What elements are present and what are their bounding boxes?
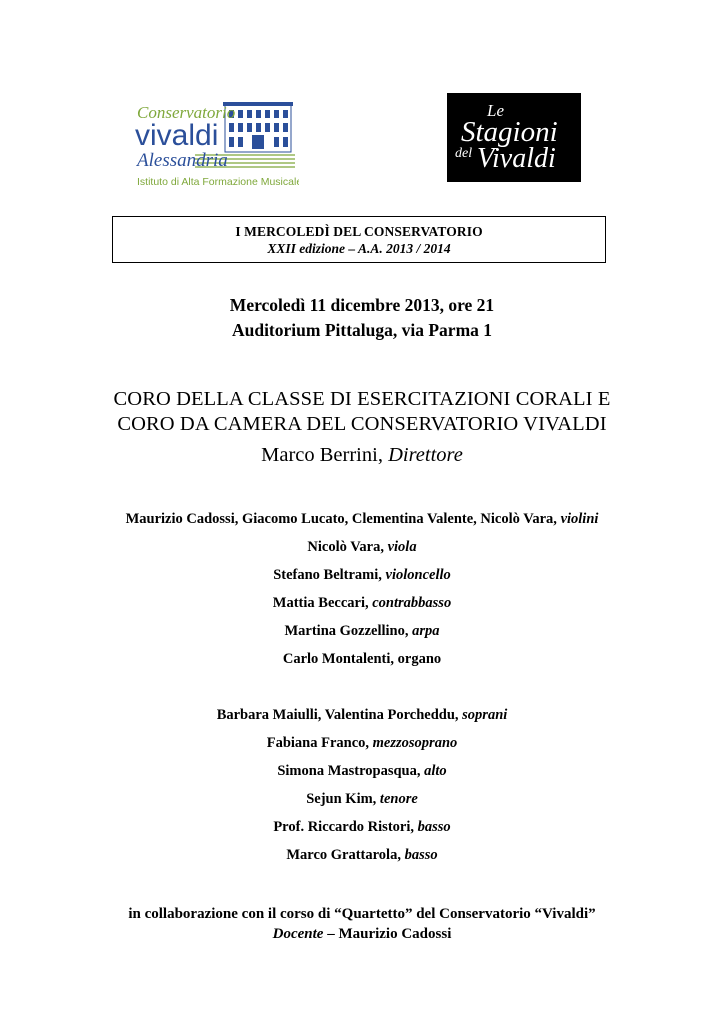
performer-role: viola bbox=[387, 539, 417, 555]
logo-line4: Istituto di Alta Formazione Musicale bbox=[137, 176, 299, 188]
singer-names: Fabiana Franco, bbox=[266, 735, 370, 751]
performer-line bbox=[0, 539, 724, 556]
singer-names: Marco Grattarola, bbox=[286, 847, 401, 863]
stagioni-line1: Le bbox=[487, 101, 504, 120]
performer-line bbox=[0, 651, 724, 668]
performer-line bbox=[0, 595, 724, 612]
teacher-line bbox=[0, 924, 724, 944]
logo-line2: vivaldi bbox=[135, 119, 219, 152]
singer-line bbox=[0, 735, 724, 752]
event-date: Mercoledì 11 dicembre 2013, ore 21 bbox=[229, 295, 495, 315]
performer-role: contrabbasso bbox=[372, 595, 452, 611]
performer-names: Stefano Beltrami, bbox=[273, 567, 382, 583]
logo-line1: Conservatorio bbox=[137, 103, 236, 122]
concert-title-line2: CORO DA CAMERA DEL CONSERVATORIO VIVALDI bbox=[117, 413, 607, 435]
singer-names: Prof. Riccardo Ristori, bbox=[273, 819, 414, 835]
concert-title-line1: CORO DELLA CLASSE DI ESERCITAZIONI CORALI E bbox=[113, 388, 611, 410]
teacher-name: – Maurizio Cadossi bbox=[327, 926, 452, 942]
logo-line3: Alessandria bbox=[137, 150, 228, 171]
director-line bbox=[0, 444, 724, 467]
series-edition: XXII edizione – A.A. 2013 / 2014 bbox=[267, 241, 451, 256]
performer-line bbox=[0, 511, 724, 528]
concert-title bbox=[0, 387, 724, 437]
series-banner bbox=[112, 216, 606, 263]
performer-names: Martina Gozzellino, bbox=[284, 623, 409, 639]
stagioni-logo-graphic bbox=[447, 93, 581, 182]
collaboration-line: in collaborazione con il corso di “Quartetto” del Conservatorio “Vivaldi” bbox=[128, 906, 596, 922]
singer-line bbox=[0, 819, 724, 836]
performer-names: Maurizio Cadossi, Giacomo Lucato, Clementina Valente, Nicolò Vara, bbox=[125, 511, 557, 527]
performer-names: Nicolò Vara, bbox=[307, 539, 384, 555]
performer-names: Carlo Montalenti, organo bbox=[282, 651, 442, 667]
director-role: Direttore bbox=[388, 444, 463, 466]
stagioni-line4: Vivaldi bbox=[477, 143, 556, 174]
stagioni-line2: Stagioni bbox=[461, 116, 558, 148]
singer-role: mezzosoprano bbox=[372, 735, 458, 751]
singer-role: basso bbox=[417, 819, 451, 835]
teacher-role: Docente bbox=[272, 926, 324, 942]
singer-line bbox=[0, 847, 724, 864]
singer-role: alto bbox=[424, 763, 447, 779]
singer-role: tenore bbox=[379, 791, 418, 807]
singer-names: Barbara Maiulli, Valentina Porcheddu, bbox=[216, 707, 459, 723]
performer-line bbox=[0, 623, 724, 640]
collaboration-note bbox=[0, 904, 724, 944]
singer-names: Simona Mastropasqua, bbox=[277, 763, 421, 779]
singer-role: basso bbox=[404, 847, 438, 863]
performer-line bbox=[0, 567, 724, 584]
singer-names: Sejun Kim, bbox=[306, 791, 377, 807]
series-title: I MERCOLEDÌ DEL CONSERVATORIO bbox=[235, 224, 483, 239]
event-info bbox=[0, 293, 724, 343]
performer-names: Mattia Beccari, bbox=[272, 595, 369, 611]
singer-line bbox=[0, 707, 724, 724]
performer-role: violini bbox=[560, 511, 599, 527]
singer-role: soprani bbox=[462, 707, 508, 723]
conservatorio-vivaldi-logo bbox=[133, 98, 299, 190]
event-venue: Auditorium Pittaluga, via Parma 1 bbox=[231, 320, 493, 340]
director-name: Marco Berrini, bbox=[261, 444, 383, 466]
conservatorio-logo-graphic bbox=[133, 98, 299, 190]
stagioni-vivaldi-logo bbox=[447, 93, 581, 182]
singer-line bbox=[0, 763, 724, 780]
performer-role: arpa bbox=[412, 623, 440, 639]
performer-role: violoncello bbox=[385, 567, 451, 583]
singer-line bbox=[0, 791, 724, 808]
stagioni-line3: del bbox=[455, 146, 473, 161]
